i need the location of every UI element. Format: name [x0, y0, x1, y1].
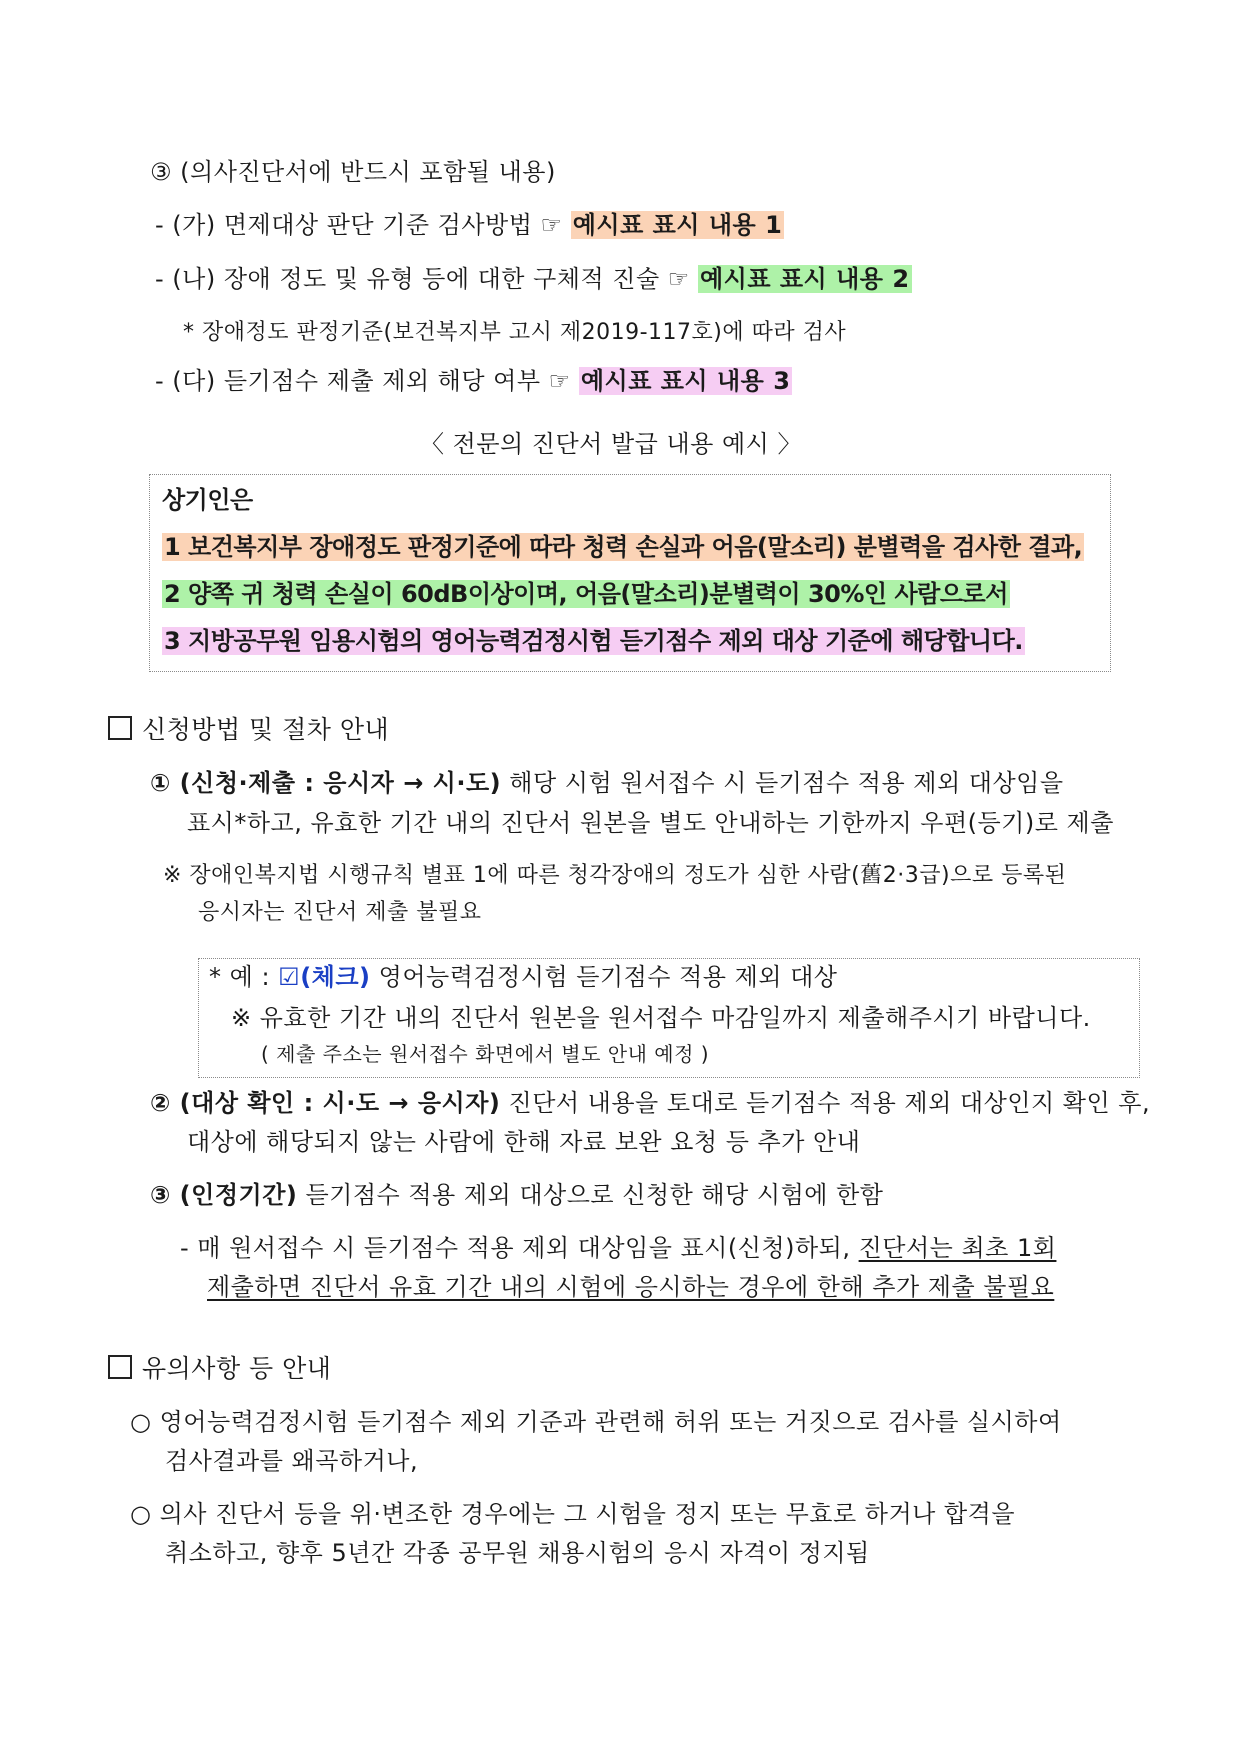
caution-heading	[108, 1354, 331, 1384]
step-2-bold: ② (대상 확인 : 시·도 → 응시자)	[150, 1089, 501, 1117]
item-na	[155, 264, 912, 294]
section-title: ③ (의사진단서에 반드시 포함될 내용)	[150, 158, 556, 186]
note-1-continued: 응시자는 진단서 제출 불필요	[198, 900, 482, 925]
step-2	[150, 1088, 1150, 1118]
check-example-line-2: ※ 유효한 기간 내의 진단서 원본을 원서접수 마감일까지 제출해주시기 바랍니다.	[231, 1004, 1091, 1032]
example-line-2	[162, 577, 1010, 611]
step-3-sub-text: - 매 원서접수 시 듣기점수 적용 제외 대상임을 표시(신청)하되,	[180, 1234, 851, 1262]
item-ga	[155, 210, 784, 240]
step-1-text: 해당 시험 원서접수 시 듣기점수 적용 제외 대상임을	[501, 769, 1064, 797]
caution-item-2: ○ 의사 진단서 등을 위·변조한 경우에는 그 시험을 정지 또는 무효로 하거나 합격을	[130, 1500, 1016, 1528]
example-caption: 〈 전문의 진단서 발급 내용 예시 〉	[420, 430, 802, 458]
example-header: 상기인은	[162, 486, 253, 514]
step-3	[150, 1180, 883, 1210]
step-1	[150, 768, 1064, 798]
step-3-sub-continued: 제출하면 진단서 유효 기간 내의 시험에 응시하는 경우에 한해 추가 제출 불필요	[207, 1273, 1055, 1301]
square-bullet-icon	[108, 716, 132, 740]
example-line-2-text: 2 양쪽 귀 청력 손실이 60dB이상이며, 어음(말소리)분별력이 30%인 사람으로서	[164, 580, 1008, 608]
item-da	[155, 366, 792, 396]
example-line-3	[162, 624, 1025, 658]
item-ga-text: - (가) 면제대상 판단 기준 검사방법 ☞	[155, 211, 563, 239]
example-line-1-text: 1 보건복지부 장애정도 판정기준에 따라 청력 손실과 어음(말소리) 분별력을 검사한 결과,	[164, 533, 1083, 561]
caution-item-1: ○ 영어능력검정시험 듣기점수 제외 기준과 관련해 허위 또는 거짓으로 검사를 실시하여	[130, 1408, 1062, 1436]
check-example-box	[198, 958, 1140, 1078]
note-1: ※ 장애인복지법 시행규칙 별표 1에 따른 청각장애의 정도가 심한 사람(舊2·3급)으로 등록된	[163, 863, 1067, 888]
step-2-continued: 대상에 해당되지 않는 사람에 한해 자료 보완 요청 등 추가 안내	[187, 1128, 861, 1156]
example-line-1	[162, 530, 1084, 564]
item-da-highlight: 예시표 표시 내용 3	[580, 367, 791, 395]
step-1-bold: ① (신청·제출 : 응시자 → 시·도)	[150, 769, 502, 797]
check-example-text: 영어능력검정시험 듣기점수 적용 제외 대상	[378, 963, 838, 991]
caution-heading-text: 유의사항 등 안내	[142, 1354, 332, 1383]
step-2-text: 진단서 내용을 토대로 듣기점수 적용 제외 대상인지 확인 후,	[500, 1089, 1151, 1117]
step-3-text: 듣기점수 적용 제외 대상으로 신청한 해당 시험에 한함	[297, 1181, 884, 1209]
step-3-sub-underlined: 진단서는 최초 1회	[858, 1234, 1057, 1262]
step-3-bold: ③ (인정기간)	[150, 1181, 298, 1209]
apply-heading	[108, 715, 389, 745]
item-da-text: - (다) 듣기점수 제출 제외 해당 여부 ☞	[155, 367, 571, 395]
standard-note: * 장애정도 판정기준(보건복지부 고시 제2019-117호)에 따라 검사	[183, 320, 847, 345]
check-example-line-1	[209, 962, 837, 992]
example-line-3-text: 3 지방공무원 임용시험의 영어능력검정시험 듣기점수 제외 대상 기준에 해당합니다.	[164, 627, 1023, 655]
caution-item-1-continued: 검사결과를 왜곡하거나,	[165, 1447, 419, 1475]
check-example-prefix: * 예 :	[209, 963, 271, 991]
apply-heading-text: 신청방법 및 절차 안내	[142, 715, 390, 744]
step-1-continued: 표시*하고, 유효한 기간 내의 진단서 원본을 별도 안내하는 기한까지 우편(등기)로 제출	[187, 809, 1114, 837]
square-bullet-icon	[108, 1355, 132, 1379]
item-na-text: - (나) 장애 정도 및 유형 등에 대한 구체적 진술 ☞	[155, 265, 690, 293]
caution-item-2-continued: 취소하고, 향후 5년간 각종 공무원 채용시험의 응시 자격이 정지됨	[165, 1539, 870, 1567]
item-na-highlight: 예시표 표시 내용 2	[699, 265, 910, 293]
example-box	[149, 474, 1111, 672]
check-example-line-3: ( 제출 주소는 원서접수 화면에서 별도 안내 예정 )	[261, 1042, 710, 1066]
item-ga-highlight: 예시표 표시 내용 1	[572, 211, 783, 239]
step-3-sub	[180, 1233, 1056, 1263]
check-mark-label: ☑(체크)	[278, 963, 371, 991]
